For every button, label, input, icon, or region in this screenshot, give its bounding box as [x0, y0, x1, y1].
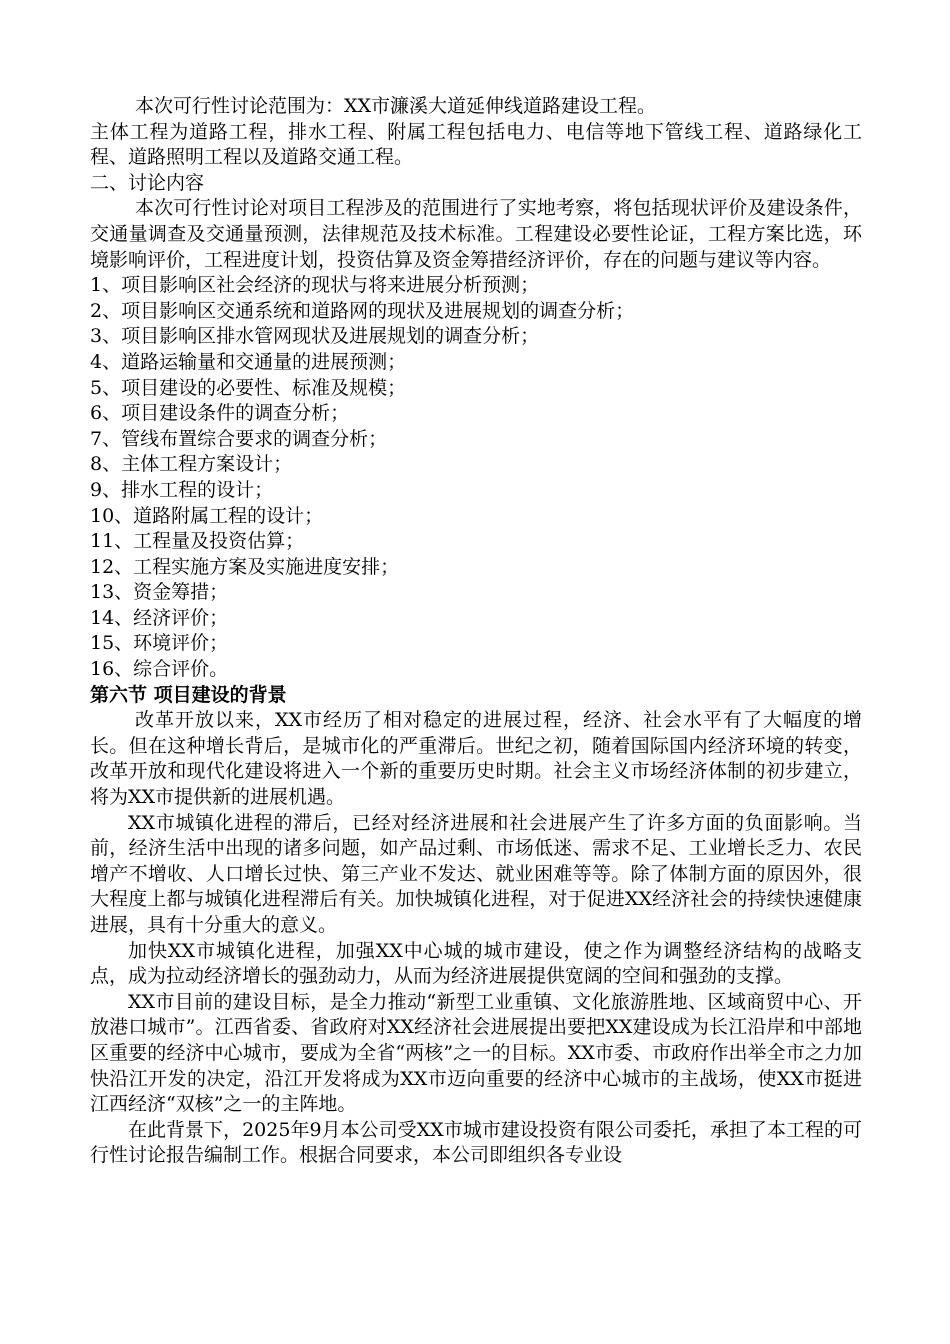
list-item: 14、经济评价； [90, 606, 229, 629]
list-item: 13、资金筹措； [90, 581, 229, 604]
list-item: 8、主体工程方案设计； [90, 453, 293, 476]
list-item: 5、项目建设的必要性、标准及规模； [90, 376, 407, 399]
background-paragraph-2: XX市城镇化进程的滞后，已经对经济进展和社会进展产生了许多方面的负面影响。当前，经济生活中出现的诸多问题，如产品过剩、市场低迷、需求不足、工业增长乏力、农民增产不增收、人口增长过快、第三产业不发达、就业困难等等。除了体制方面的原因外，很大程度上都与城镇化进程滞后有关。加快城镇化进程，对于促进XX经济社会的持续快速健康进展，具有十分重大的意义。 [90, 811, 862, 936]
background-paragraph-5: 在此背景下，2025年9月本公司受XX市城市建设投资有限公司委托，承担了本工程的可行性讨论报告编制工作。根据合同要求，本公司即组织各专业设 [90, 1118, 862, 1167]
section-2-heading: 二、讨论内容 [90, 171, 205, 194]
section-6-heading: 第六节 项目建设的背景 [90, 683, 287, 706]
list-item: 1、项目影响区社会经济的现状与将来进展分析预测； [90, 274, 540, 297]
list-item: 7、管线布置综合要求的调查分析； [90, 427, 388, 450]
scope-paragraph: 本次可行性讨论范围为：XX市濂溪大道延伸线道路建设工程。 [135, 95, 657, 117]
list-item: 10、道路附属工程的设计； [90, 504, 324, 527]
research-items-list [90, 273, 862, 683]
main-works-paragraph: 主体工程为道路工程，排水工程、附属工程包括电力、电信等地下管线工程、道路绿化工程、道路照明工程以及道路交通工程。 [90, 120, 862, 169]
document-page [90, 94, 862, 1169]
list-item: 4、道路运输量和交通量的进展预测； [90, 350, 407, 373]
list-item: 15、环境评价； [90, 632, 229, 655]
background-paragraph-1: 改革开放以来，XX市经历了相对稳定的进展过程，经济、社会水平有了大幅度的增长。但在这种增长背后，是城市化的严重滞后。世纪之初，随着国际国内经济环境的转变，改革开放和现代化建设将进入一个新的重要历史时期。社会主义市场经济体制的初步建立，将为XX市提供新的进展机遇。 [90, 709, 862, 809]
background-paragraph-4: XX市目前的建设目标，是全力推动“新型工业重镇、文化旅游胜地、区域商贸中心、开放港口城市”。江西省委、省政府对XX经济社会进展提出要把XX建设成为长江沿岸和中部地区重要的经济中心城市，要成为全省“两核”之一的目标。XX市委、市政府作出举全市之力加快沿江开发的决定，沿江开发将成为XX市迈向重要的经济中心城市的主战场，使XX市挺进江西经济“双核”之一的主阵地。 [90, 990, 862, 1116]
list-item: 12、工程实施方案及实施进度安排； [90, 555, 400, 578]
list-item: 6、项目建设条件的调查分析； [90, 402, 350, 425]
list-item: 2、项目影响区交通系统和道路网的现状及进展规划的调查分析； [90, 299, 635, 322]
section-2-paragraph: 本次可行性讨论对项目工程涉及的范围进行了实地考察，将包括现状评价及建设条件，交通量调查及交通量预测，法律规范及技术标准。工程建设必要性论证，工程方案比选，环境影响评价，工程进度计划，投资估算及资金筹措经济评价，存在的问题与建议等内容。 [90, 197, 862, 271]
background-paragraph-3: 加快XX市城镇化进程，加强XX中心城的城市建设，使之作为调整经济结构的战略支点，成为拉动经济增长的强劲动力，从而为经济进展提供宽阔的空间和强劲的支撑。 [90, 939, 862, 988]
list-item: 3、项目影响区排水管网现状及进展规划的调查分析； [90, 325, 540, 348]
list-item: 16、综合评价。 [90, 658, 229, 681]
list-item: 9、排水工程的设计； [90, 478, 274, 501]
list-item: 11、工程量及投资估算； [90, 530, 305, 553]
